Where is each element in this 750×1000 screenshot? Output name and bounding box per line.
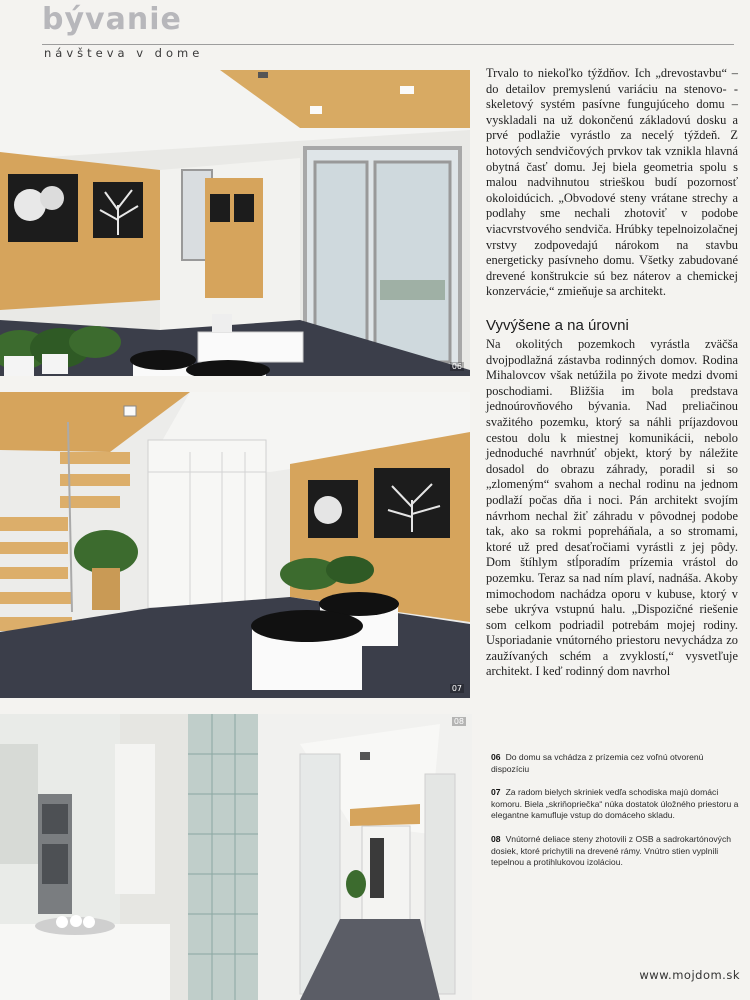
article-paragraph: Na okolitých pozemkoch vyrástla zväčša dvojpodlažná zástavba rodinných domov. Rodina Mihalovcov však netúžila po živote medzi dvomi poschodiami. Bližšia im bola predstava jednoúrovňového bývania. Nad preliačinou svažitého pozemku, ktorý sa náhli príjazdovou cestou dolu k miestnej komunikácii, nebolo jednoduché navrhnúť objekt, ktorý by náležite dosadol do obrazu záhrady, poradil si so „zlomeným“ svahom a nechal rodinu na jednom podlaží počas dňa i noci. Pán architekt svojím návrhom nechal žiť záhradu v pôvodnej podobe tak, ako sa rokmi popreháňala, a so stromami, ktoré už pred desaťročiami vyrástli z jej pôdy. Dom štíhlym stĺporadím prízemia vrástol do pozemku. Teraz sa nad ním plaví, nadnáša. Akoby mimochodom nachádza oporu v kubuse, ktorý v sebe ukrýva vstupnú halu. „Dispozičné riešenie som celkom podriadil potrebám mojej rodiny. Usporiadanie vnútorného priestoru nevychádza zo zaužívaných schém a zvyklostí,“ vysvetľuje architekt. I keď rodinný dom navrhol <box>486 337 738 679</box>
caption-06 <box>491 752 741 775</box>
section-title: bývanie <box>42 2 182 37</box>
article-column-top <box>486 66 738 300</box>
photo-number: 08 <box>453 717 464 726</box>
caption-text: Do domu sa vchádza z prízemia cez voľnú otvorenú dispozíciu <box>491 752 704 774</box>
article-subheading: Vyvýšene a na úrovni <box>486 317 629 334</box>
photo-living-room <box>0 70 470 376</box>
photo-hall-staircase <box>0 392 470 698</box>
header-rule <box>42 44 734 45</box>
caption-08 <box>491 834 741 869</box>
photo-captions <box>491 752 741 881</box>
photo-corridor <box>0 714 472 1000</box>
footer-website-link[interactable]: www.mojdom.sk <box>639 968 740 982</box>
section-subtitle: návšteva v dome <box>44 46 204 60</box>
article-column-bottom <box>486 337 738 680</box>
caption-number: 06 <box>491 752 501 762</box>
photo-number: 07 <box>451 684 462 693</box>
photo-corridor-image <box>0 714 472 1000</box>
caption-text: Za radom bielych skriniek vedľa schodiska majú domáci komoru. Biela „skriňopriečka“ núka dostatok úložného priestoru a elegantne kamufluje vstup do domáceho skladu. <box>491 787 739 821</box>
caption-text: Vnútorné deliace steny zhotovili z OSB a sadrokartónových dosiek, ktoré prichytili na drevené rámy. Vnútro stien vyplnili tepelnou a protihlukovou izoláciou. <box>491 833 732 868</box>
article-paragraph: Trvalo to niekoľko týždňov. Ich „drevostavbu“ – do detailov premyslenú variáciu na stenovo- -skeletový systém pasívne fungujúceho domu – vyskladali na už dokončenú základovú dosku a prvé podlažie vyrástlo za necelý týždeň. Z hotových sendvičových prvkov tak vznikla hlavná obytná časť domu. Jej biela geometria spolu s malou nadvihnutou strieškou budí pozornosť okoloidúcich. „Obvodové steny vrátane strechy a podlahy sme nechali zhotoviť v podobe viacvrstvového sendviča. Hrúbky tepelnoizolačnej vrstvy zodpovedajú nárokom na stavbu energeticky pasívneho domu. Všetky zabudované drevené konštrukcie sú bez náterov a chemickej konzervácie,“ zmieňuje sa architekt. <box>486 66 738 299</box>
caption-number: 08 <box>491 833 501 844</box>
caption-07 <box>491 787 741 822</box>
photo-living-room-image <box>0 70 470 376</box>
caption-number: 07 <box>491 787 501 798</box>
photo-number: 06 <box>451 362 462 371</box>
photo-hall-staircase-image <box>0 392 470 698</box>
